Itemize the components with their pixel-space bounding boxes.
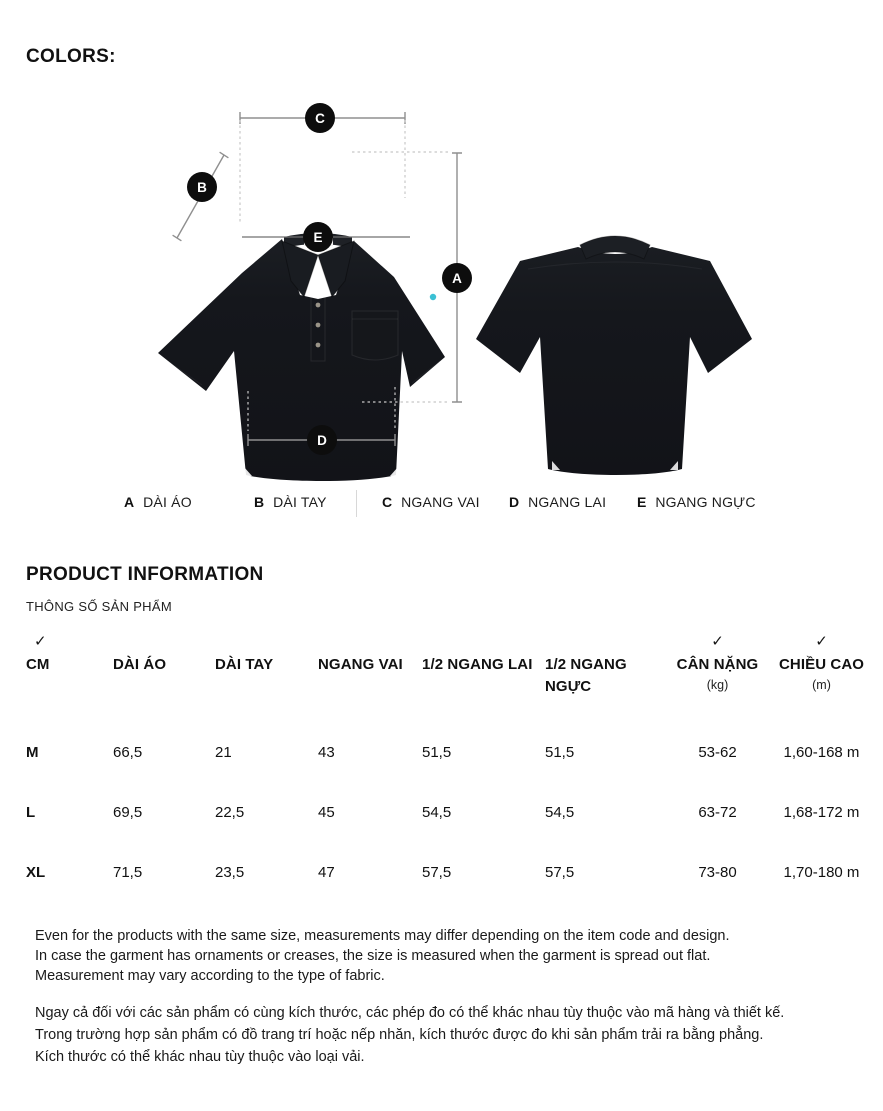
value-cell: 1,70-180 m [783, 863, 860, 881]
value-cell: 53-62 [698, 743, 737, 761]
marker-b: B [187, 172, 217, 202]
legend-divider [356, 490, 357, 517]
table-row-m [0, 722, 883, 782]
note-line: Measurement may vary according to the type of fabric. [35, 968, 385, 984]
value-cell: 21 [215, 743, 232, 761]
legend-item-e [637, 494, 756, 510]
legend-label: NGANG LAI [528, 494, 607, 510]
unit-kg: (kg) [706, 678, 729, 692]
col-ngang-vai: NGANG VAI [318, 656, 403, 673]
value-cell: 1,60-168 m [783, 743, 860, 761]
note-line: Trong trường hợp sản phẩm có đồ trang trí hoặc nếp nhăn, kích thước được đo khi sản phẩm trải ra bằng phẳng. [35, 1027, 764, 1043]
legend-item-a [124, 494, 192, 510]
value-cell: 57,5 [422, 863, 452, 881]
legend-item-c [382, 494, 480, 510]
col-can-nang: ✓ CÂN NẶNG (kg) [676, 633, 759, 692]
value-cell: 1,68-172 m [783, 803, 860, 821]
legend-label: DÀI ÁO [143, 494, 192, 510]
measurement-lines [0, 95, 883, 477]
col-dai-tay: DÀI TAY [215, 656, 274, 673]
legend-key: D [509, 494, 520, 510]
notes-vietnamese [35, 1002, 784, 1068]
note-line: Kích thước có thể khác nhau tùy thuộc vào loại vải. [35, 1049, 365, 1065]
marker-a: A [442, 263, 472, 293]
value-cell: 69,5 [113, 803, 143, 821]
legend-label: DÀI TAY [273, 494, 327, 510]
product-info-title: PRODUCT INFORMATION [26, 564, 264, 585]
note-line: Even for the products with the same size, measurements may differ depending on the item code and design. [35, 928, 730, 944]
legend-item-b [254, 494, 327, 510]
value-cell: 45 [318, 803, 335, 821]
legend-key: B [254, 494, 265, 510]
table-header-row [0, 632, 883, 698]
size-cell: M [26, 743, 39, 761]
table-row-l [0, 782, 883, 842]
measurement-diagram [0, 95, 883, 477]
value-cell: 63-72 [698, 803, 737, 821]
value-cell: 22,5 [215, 803, 245, 821]
check-icon: ✓ [711, 633, 724, 650]
legend-key: A [124, 494, 135, 510]
note-line: In case the garment has ornaments or creases, the size is measured when the garment is spread out flat. [35, 948, 711, 964]
value-cell: 73-80 [698, 863, 737, 881]
value-cell: 54,5 [545, 803, 575, 821]
legend-label: NGANG VAI [401, 494, 480, 510]
col-chieu-cao: ✓ CHIỀU CAO (m) [760, 632, 883, 698]
col-dai-ao: DÀI ÁO [113, 656, 167, 673]
marker-c: C [305, 103, 335, 133]
marker-d: D [307, 425, 337, 455]
size-table [0, 632, 883, 902]
legend-key: C [382, 494, 393, 510]
value-cell: 66,5 [113, 743, 143, 761]
note-line: Ngay cả đối với các sản phẩm có cùng kích thước, các phép đo có thể khác nhau tùy thuộc vào mã hàng và thiết kế. [35, 1005, 785, 1021]
marker-e: E [303, 222, 333, 252]
check-icon: ✓ [34, 633, 47, 650]
size-cell: XL [26, 863, 46, 881]
value-cell: 57,5 [545, 863, 575, 881]
value-cell: 51,5 [545, 743, 575, 761]
value-cell: 71,5 [113, 863, 143, 881]
value-cell: 47 [318, 863, 335, 881]
value-cell: 43 [318, 743, 335, 761]
colors-heading: COLORS: [26, 46, 116, 67]
legend-item-d [509, 494, 606, 510]
value-cell: 23,5 [215, 863, 245, 881]
col-cm: ✓ CM [26, 632, 113, 698]
size-cell: L [26, 803, 36, 821]
col-ngang-nguc: 1/2 NGANG NGỰC [545, 656, 627, 695]
legend-label: NGANG NGỰC [655, 494, 756, 510]
col-ngang-lai: 1/2 NGANG LAI [422, 656, 533, 673]
value-cell: 54,5 [422, 803, 452, 821]
check-icon: ✓ [815, 633, 828, 650]
product-info-subtitle: THÔNG SỐ SẢN PHẨM [26, 599, 172, 614]
legend-key: E [637, 494, 647, 510]
value-cell: 51,5 [422, 743, 452, 761]
table-row-xl [0, 842, 883, 902]
unit-m: (m) [812, 678, 831, 692]
notes-english [35, 926, 730, 986]
